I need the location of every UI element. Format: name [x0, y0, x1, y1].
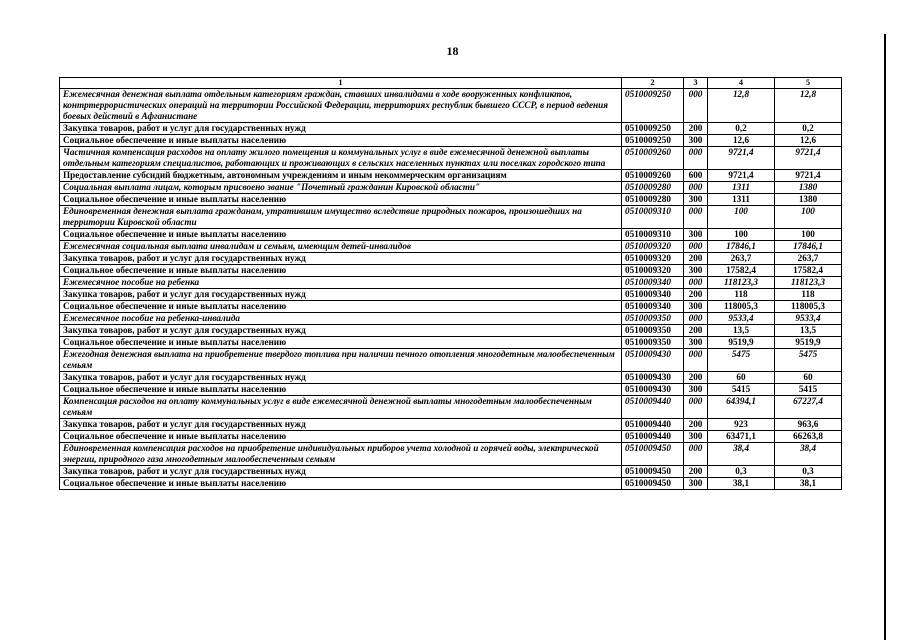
table-row: [60, 478, 842, 490]
expense-type-cell: 000: [684, 89, 708, 123]
item-name-cell: Ежемесячная социальная выплата инвалидам и семьям, имеющим детей-инвалидов: [60, 241, 622, 253]
target-code-cell: 0510009260: [622, 147, 684, 170]
amount-col4-cell: 9533,4: [708, 313, 775, 325]
target-code-cell: 0510009320: [622, 253, 684, 265]
table-row: [60, 135, 842, 147]
amount-col4-cell: 38,1: [708, 478, 775, 490]
item-name-cell: Социальное обеспечение и иные выплаты населению: [60, 384, 622, 396]
scan-edge-line: [884, 34, 886, 640]
table-row: [60, 265, 842, 277]
expense-type-cell: 000: [684, 147, 708, 170]
item-name-cell: Закупка товаров, работ и услуг для государственных нужд: [60, 289, 622, 301]
target-code-cell: 0510009350: [622, 337, 684, 349]
item-name-cell: Ежемесячное пособие на ребенка-инвалида: [60, 313, 622, 325]
expense-type-cell: 000: [684, 396, 708, 419]
table-row: [60, 337, 842, 349]
item-name-cell: Компенсация расходов на оплату коммунальных услуг в виде ежемесячной денежной выплаты многодетным малообеспеченным семьям: [60, 396, 622, 419]
expense-type-cell: 300: [684, 384, 708, 396]
column-header: 2: [622, 78, 684, 89]
target-code-cell: 0510009340: [622, 277, 684, 289]
table-row: [60, 396, 842, 419]
amount-col4-cell: 923: [708, 419, 775, 431]
amount-col4-cell: 12,6: [708, 135, 775, 147]
expense-type-cell: 300: [684, 301, 708, 313]
item-name-cell: Закупка товаров, работ и услуг для государственных нужд: [60, 253, 622, 265]
amount-col5-cell: 9721,4: [775, 170, 842, 182]
amount-col5-cell: 100: [775, 229, 842, 241]
amount-col4-cell: 100: [708, 206, 775, 229]
target-code-cell: 0510009320: [622, 265, 684, 277]
item-name-cell: Социальное обеспечение и иные выплаты населению: [60, 337, 622, 349]
amount-col5-cell: 38,1: [775, 478, 842, 490]
amount-col5-cell: 67227,4: [775, 396, 842, 419]
target-code-cell: 0510009440: [622, 419, 684, 431]
amount-col4-cell: 64394,1: [708, 396, 775, 419]
item-name-cell: Ежегодная денежная выплата на приобретение твердого топлива при наличии печного отопления многодетным малообеспеченным семьям: [60, 349, 622, 372]
expense-type-cell: 200: [684, 123, 708, 135]
target-code-cell: 0510009250: [622, 123, 684, 135]
table-row: [60, 372, 842, 384]
item-name-cell: Предоставление субсидий бюджетным, автономным учреждениям и иным некоммерческим организациям: [60, 170, 622, 182]
target-code-cell: 0510009440: [622, 431, 684, 443]
amount-col4-cell: 118: [708, 289, 775, 301]
expense-type-cell: 000: [684, 313, 708, 325]
amount-col4-cell: 1311: [708, 194, 775, 206]
expense-type-cell: 300: [684, 194, 708, 206]
table-row: [60, 123, 842, 135]
item-name-cell: Закупка товаров, работ и услуг для государственных нужд: [60, 325, 622, 337]
amount-col4-cell: 13,5: [708, 325, 775, 337]
amount-col5-cell: 9519,9: [775, 337, 842, 349]
amount-col5-cell: 66263,8: [775, 431, 842, 443]
amount-col4-cell: 0,3: [708, 466, 775, 478]
expense-type-cell: 000: [684, 182, 708, 194]
item-name-cell: Единовременная денежная выплата гражданам, утратившим имущество вследствие природных пожаров, произошедших на территории Кировской области: [60, 206, 622, 229]
expense-type-cell: 300: [684, 229, 708, 241]
item-name-cell: Частичная компенсация расходов на оплату жилого помещения и коммунальных услуг в виде ежемесячной денежной выплаты отдельным категориям специалистов, работающих и проживающих в сельских населенных пунктах или поселках городского типа: [60, 147, 622, 170]
expense-type-cell: 000: [684, 443, 708, 466]
table-row: [60, 277, 842, 289]
table-row: [60, 419, 842, 431]
expense-type-cell: 000: [684, 241, 708, 253]
amount-col5-cell: 963,6: [775, 419, 842, 431]
page-number: 18: [446, 44, 459, 58]
table-row: [60, 384, 842, 396]
amount-col5-cell: 12,6: [775, 135, 842, 147]
item-name-cell: Единовременная компенсация расходов на приобретение индивидуальных приборов учета холодной и горячей воды, электрической энергии, природного газа многодетным малообеспеченным семьям: [60, 443, 622, 466]
amount-col4-cell: 118123,3: [708, 277, 775, 289]
expense-type-cell: 000: [684, 277, 708, 289]
amount-col5-cell: 9721,4: [775, 147, 842, 170]
target-code-cell: 0510009440: [622, 396, 684, 419]
expense-type-cell: 000: [684, 206, 708, 229]
target-code-cell: 0510009350: [622, 325, 684, 337]
target-code-cell: 0510009430: [622, 372, 684, 384]
target-code-cell: 0510009250: [622, 135, 684, 147]
amount-col5-cell: 17582,4: [775, 265, 842, 277]
table-row: [60, 253, 842, 265]
table-row: [60, 182, 842, 194]
amount-col4-cell: 38,4: [708, 443, 775, 466]
expense-type-cell: 300: [684, 478, 708, 490]
item-name-cell: Социальное обеспечение и иные выплаты населению: [60, 265, 622, 277]
amount-col5-cell: 0,2: [775, 123, 842, 135]
target-code-cell: 0510009250: [622, 89, 684, 123]
target-code-cell: 0510009260: [622, 170, 684, 182]
amount-col5-cell: 0,3: [775, 466, 842, 478]
item-name-cell: Ежемесячная денежная выплата отдельным категориям граждан, ставших инвалидами в ходе вооруженных конфликтов, контртеррористических операций на территории Российской Федерации, территориях республик бывшего СССР, в период ведения боевых действий в Афганистане: [60, 89, 622, 123]
table-row: [60, 229, 842, 241]
expense-type-cell: 300: [684, 135, 708, 147]
amount-col5-cell: 1380: [775, 194, 842, 206]
amount-col4-cell: 9721,4: [708, 170, 775, 182]
target-code-cell: 0510009280: [622, 194, 684, 206]
item-name-cell: Закупка товаров, работ и услуг для государственных нужд: [60, 466, 622, 478]
amount-col5-cell: 17846,1: [775, 241, 842, 253]
expense-type-cell: 600: [684, 170, 708, 182]
amount-col4-cell: 118005,3: [708, 301, 775, 313]
expense-type-cell: 200: [684, 253, 708, 265]
table-row: [60, 170, 842, 182]
amount-col4-cell: 60: [708, 372, 775, 384]
target-code-cell: 0510009310: [622, 229, 684, 241]
amount-col5-cell: 263,7: [775, 253, 842, 265]
column-header: 5: [775, 78, 842, 89]
item-name-cell: Социальная выплата лицам, которым присвоено звание "Почетный гражданин Кировской области": [60, 182, 622, 194]
amount-col4-cell: 9519,9: [708, 337, 775, 349]
amount-col5-cell: 12,8: [775, 89, 842, 123]
target-code-cell: 0510009350: [622, 313, 684, 325]
item-name-cell: Социальное обеспечение и иные выплаты населению: [60, 478, 622, 490]
table-row: [60, 313, 842, 325]
amount-col4-cell: 0,2: [708, 123, 775, 135]
amount-col4-cell: 100: [708, 229, 775, 241]
amount-col5-cell: 38,4: [775, 443, 842, 466]
expense-type-cell: 200: [684, 289, 708, 301]
expense-type-cell: 200: [684, 325, 708, 337]
table-body: [60, 89, 842, 490]
table-row: [60, 431, 842, 443]
target-code-cell: 0510009450: [622, 466, 684, 478]
expense-type-cell: 200: [684, 419, 708, 431]
amount-col4-cell: 17846,1: [708, 241, 775, 253]
table-header-row: [60, 78, 842, 89]
table-row: [60, 289, 842, 301]
amount-col5-cell: 13,5: [775, 325, 842, 337]
item-name-cell: Закупка товаров, работ и услуг для государственных нужд: [60, 372, 622, 384]
item-name-cell: Социальное обеспечение и иные выплаты населению: [60, 229, 622, 241]
table-row: [60, 349, 842, 372]
amount-col5-cell: 118005,3: [775, 301, 842, 313]
table-row: [60, 466, 842, 478]
amount-col4-cell: 5475: [708, 349, 775, 372]
target-code-cell: 0510009320: [622, 241, 684, 253]
target-code-cell: 0510009450: [622, 443, 684, 466]
table-row: [60, 443, 842, 466]
column-header: 3: [684, 78, 708, 89]
amount-col5-cell: 1380: [775, 182, 842, 194]
table-row: [60, 301, 842, 313]
amount-col4-cell: 9721,4: [708, 147, 775, 170]
amount-col4-cell: 63471,1: [708, 431, 775, 443]
amount-col4-cell: 263,7: [708, 253, 775, 265]
expense-type-cell: 300: [684, 337, 708, 349]
table-row: [60, 147, 842, 170]
amount-col4-cell: 12,8: [708, 89, 775, 123]
expense-type-cell: 300: [684, 431, 708, 443]
table-row: [60, 89, 842, 123]
item-name-cell: Социальное обеспечение и иные выплаты населению: [60, 194, 622, 206]
target-code-cell: 0510009340: [622, 301, 684, 313]
target-code-cell: 0510009280: [622, 182, 684, 194]
amount-col5-cell: 100: [775, 206, 842, 229]
target-code-cell: 0510009450: [622, 478, 684, 490]
amount-col5-cell: 5415: [775, 384, 842, 396]
amount-col5-cell: 9533,4: [775, 313, 842, 325]
table-row: [60, 325, 842, 337]
expense-type-cell: 000: [684, 349, 708, 372]
item-name-cell: Ежемесячное пособие на ребенка: [60, 277, 622, 289]
budget-table: [59, 77, 842, 490]
table-row: [60, 206, 842, 229]
expense-type-cell: 300: [684, 265, 708, 277]
amount-col5-cell: 118: [775, 289, 842, 301]
amount-col4-cell: 1311: [708, 182, 775, 194]
expense-type-cell: 200: [684, 372, 708, 384]
item-name-cell: Социальное обеспечение и иные выплаты населению: [60, 301, 622, 313]
column-header: 1: [60, 78, 622, 89]
table-row: [60, 241, 842, 253]
expense-type-cell: 200: [684, 466, 708, 478]
item-name-cell: Закупка товаров, работ и услуг для государственных нужд: [60, 419, 622, 431]
item-name-cell: Социальное обеспечение и иные выплаты населению: [60, 135, 622, 147]
target-code-cell: 0510009430: [622, 384, 684, 396]
table-row: [60, 194, 842, 206]
amount-col5-cell: 5475: [775, 349, 842, 372]
amount-col4-cell: 5415: [708, 384, 775, 396]
amount-col4-cell: 17582,4: [708, 265, 775, 277]
column-header: 4: [708, 78, 775, 89]
item-name-cell: Закупка товаров, работ и услуг для государственных нужд: [60, 123, 622, 135]
target-code-cell: 0510009430: [622, 349, 684, 372]
item-name-cell: Социальное обеспечение и иные выплаты населению: [60, 431, 622, 443]
target-code-cell: 0510009340: [622, 289, 684, 301]
amount-col5-cell: 118123,3: [775, 277, 842, 289]
amount-col5-cell: 60: [775, 372, 842, 384]
target-code-cell: 0510009310: [622, 206, 684, 229]
